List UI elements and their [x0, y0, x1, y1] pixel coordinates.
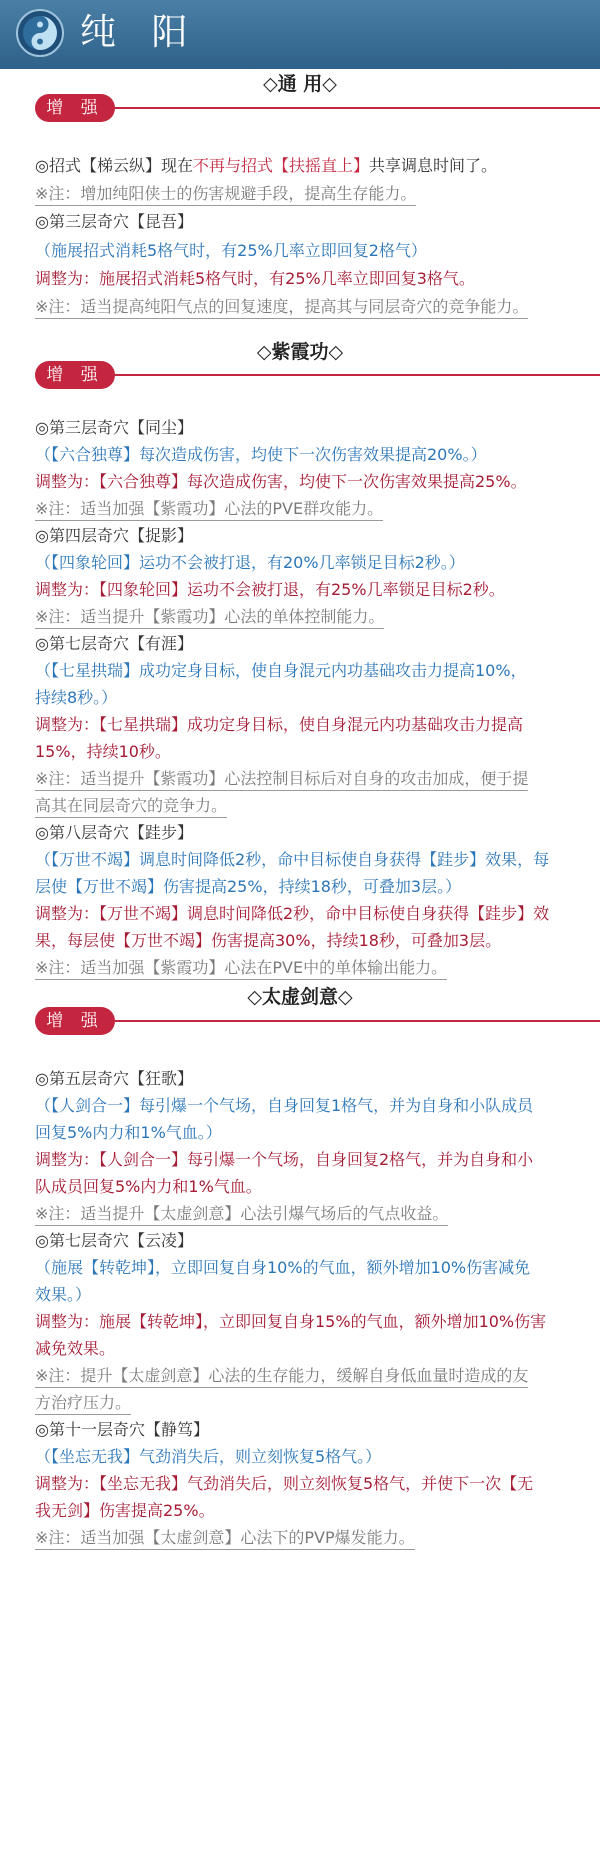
adjusted-text: 我无剑】伤害提高25%。: [35, 1501, 215, 1520]
note-text-content: ※注：适当提升【太虚剑意】心法引爆气场后的气点收益。: [35, 1204, 448, 1226]
note-text-content: 方治疗压力。: [35, 1393, 131, 1415]
enhance-badge: 增 强: [35, 94, 115, 122]
enhance-badge: 增 强: [35, 1007, 115, 1035]
adjusted-text: 15%，持续10秒。: [35, 742, 171, 761]
item-heading: ◎第八层奇穴【跬步】: [35, 823, 193, 842]
item-text-part: 共享调息时间了。: [368, 156, 497, 175]
item-heading: ◎第十一层奇穴【静笃】: [35, 1420, 209, 1439]
item-heading: ◎第五层奇穴【狂歌】: [35, 1069, 193, 1088]
original-text: （【七星拱瑞】成功定身目标，使自身混元内功基础攻击力提高10%，: [35, 661, 527, 680]
note-text-content: ※注：适当提高纯阳气点的回复速度，提高其与同层奇穴的竞争能力。: [35, 297, 528, 319]
badge-divider: [115, 1020, 600, 1022]
item-heading: ◎第七层奇穴【有涯】: [35, 634, 193, 653]
note-text: [35, 1389, 575, 1417]
note-text: [35, 1362, 575, 1390]
adjusted-text: 调整为：【坐忘无我】气劲消失后，则立刻恢复5格气，并使下一次【无: [35, 1474, 534, 1493]
note-text-content: ※注：适当提升【紫霞功】心法控制目标后对自身的攻击加成，便于提: [35, 769, 528, 791]
section-title: ◇通 用◇: [263, 73, 337, 95]
note-text-content: ※注：提升【太虚剑意】心法的生存能力，缓解自身低血量时造成的友: [35, 1366, 528, 1388]
adjusted-text: 调整为：施展【转乾坤】，立即回复自身15%的气血，额外增加10%伤害: [35, 1312, 547, 1331]
note-text: [35, 765, 575, 793]
adjusted-text: 调整为：【七星拱瑞】成功定身目标，使自身混元内功基础攻击力提高: [35, 715, 524, 734]
note-text-content: ※注：适当加强【太虚剑意】心法下的PVP爆发能力。: [35, 1528, 415, 1550]
highlight-text: 不再与招式【扶摇直上】: [192, 156, 369, 175]
note-text-content: ※注：适当加强【紫霞功】心法的PVE群攻能力。: [35, 499, 383, 521]
note-text-content: ※注：适当加强【紫霞功】心法在PVE中的单体输出能力。: [35, 958, 447, 980]
original-text: （【人剑合一】每引爆一个气场，自身回复1格气，并为自身和小队成员: [35, 1096, 534, 1115]
adjusted-text: 调整为：【人剑合一】每引爆一个气场，自身回复2格气，并为自身和小: [35, 1150, 534, 1169]
adjusted-text: 调整为：【六合独尊】每次造成伤害，均使下一次伤害效果提高25%。: [35, 472, 527, 491]
item-heading: [35, 152, 575, 180]
original-text: （【坐忘无我】气劲消失后，则立刻恢复5格气。）: [35, 1447, 382, 1466]
adjusted-text: 减免效果。: [35, 1339, 116, 1358]
original-text: 回复5%内力和1%气血。）: [35, 1123, 222, 1142]
original-text: （施展【转乾坤】，立即回复自身10%的气血，额外增加10%伤害减免: [35, 1258, 531, 1277]
adjusted-text: 调整为：施展招式消耗5格气时，有25%几率立即回复3格气。: [35, 268, 475, 288]
item-heading: ◎第三层奇穴【同尘】: [35, 418, 193, 437]
note-text: [35, 293, 575, 321]
enhance-badge: 增 强: [35, 361, 115, 389]
original-text: （施展招式消耗5格气时，有25%几率立即回复2格气）: [35, 240, 427, 260]
badge-divider: [115, 107, 600, 109]
original-text: 层使【万世不竭】伤害提高25%，持续18秒，可叠加3层。）: [35, 877, 462, 896]
badge-divider: [115, 374, 600, 376]
item-heading: ◎第三层奇穴【昆吾】: [35, 212, 193, 232]
note-text-content: ※注：适当提升【紫霞功】心法的单体控制能力。: [35, 607, 384, 629]
original-text: （【四象轮回】运功不会被打退，有20%几率锁足目标2秒。）: [35, 553, 465, 572]
note-text: [35, 1200, 575, 1228]
note-text-content: ※注：增加纯阳侠士的伤害规避手段，提高生存能力。: [35, 184, 416, 206]
original-text: 持续8秒。）: [35, 688, 118, 707]
adjusted-text: 调整为：【四象轮回】运功不会被打退，有25%几率锁足目标2秒。: [35, 580, 505, 599]
taiji-logo-icon: [16, 9, 64, 57]
adjusted-text: 调整为：【万世不竭】调息时间降低2秒，命中目标使自身获得【跬步】效: [35, 904, 550, 923]
original-text: （【万世不竭】调息时间降低2秒，命中目标使自身获得【跬步】效果，每: [35, 850, 550, 869]
item-heading: ◎第七层奇穴【云凌】: [35, 1231, 193, 1250]
header-bar: [0, 0, 600, 69]
adjusted-text: 果，每层使【万世不竭】伤害提高30%，持续18秒，可叠加3层。: [35, 931, 502, 950]
note-text: [35, 954, 575, 982]
original-text: （【六合独尊】每次造成伤害，均使下一次伤害效果提高20%。）: [35, 445, 487, 464]
note-text: [35, 792, 575, 820]
note-text-content: 高其在同层奇穴的竞争力。: [35, 796, 227, 818]
note-text: [35, 495, 575, 523]
section-title: ◇紫霞功◇: [256, 341, 344, 363]
note-text: [35, 603, 575, 631]
item-heading: ◎第四层奇穴【捉影】: [35, 526, 193, 545]
item-text-part: ◎招式【梯云纵】现在: [35, 156, 193, 175]
page-title: 纯 阳: [80, 12, 200, 53]
adjusted-text: 队成员回复5%内力和1%气血。: [35, 1177, 262, 1196]
original-text: 效果。）: [35, 1285, 92, 1304]
note-text: [35, 1524, 575, 1552]
note-text: [35, 180, 575, 208]
section-title: ◇太虚剑意◇: [247, 986, 353, 1008]
